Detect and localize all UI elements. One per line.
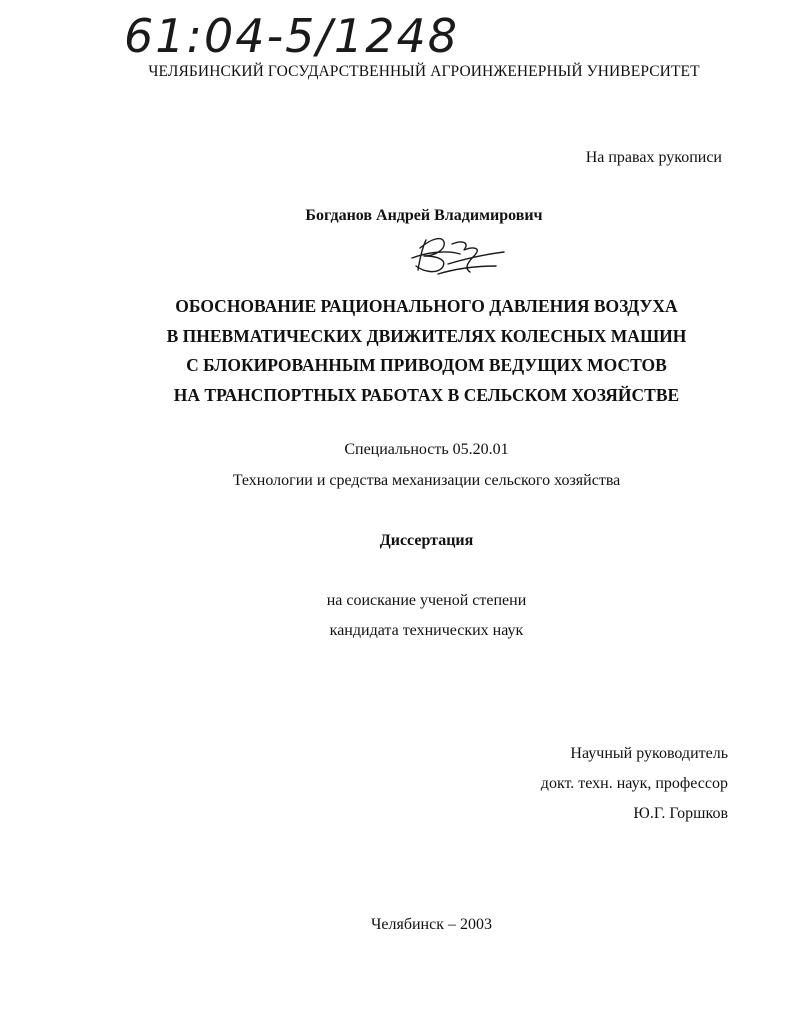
title-line-3: С БЛОКИРОВАННЫМ ПРИВОДОМ ВЕДУЩИХ МОСТОВ: [186, 355, 667, 375]
supervisor-block: [541, 739, 728, 829]
title-line-1: ОБОСНОВАНИЕ РАЦИОНАЛЬНОГО ДАВЛЕНИЯ ВОЗДУХА: [175, 296, 678, 316]
specialty-code: Специальность 05.20.01: [344, 441, 509, 458]
degree-line-2: кандидата технических наук: [329, 622, 524, 639]
supervisor-role: Научный руководитель: [570, 745, 728, 762]
degree-line-1: на соискание ученой степени: [326, 592, 527, 609]
specialty-name: Технологии и средства механизации сельского хозяйства: [232, 472, 621, 489]
place-and-year: Челябинск – 2003: [371, 916, 492, 933]
catalog-code: 61:04-5/1248: [124, 9, 459, 63]
manuscript-rights-label: На правах рукописи: [585, 149, 722, 166]
author-name: Богданов Андрей Владимирович: [305, 207, 543, 224]
document-type: Диссертация: [379, 532, 474, 549]
catalog-code-handwritten: [120, 2, 460, 64]
handwritten-signature-icon: [408, 228, 508, 278]
university-name: ЧЕЛЯБИНСКИЙ ГОСУДАРСТВЕННЫЙ АГРОИНЖЕНЕРНЫЙ УНИВЕРСИТЕТ: [148, 63, 700, 80]
title-line-4: НА ТРАНСПОРТНЫХ РАБОТАХ В СЕЛЬСКОМ ХОЗЯЙСТВЕ: [173, 384, 680, 405]
supervisor-name: Ю.Г. Горшков: [633, 805, 728, 822]
dissertation-title: [0, 292, 795, 410]
title-line-2: В ПНЕВМАТИЧЕСКИХ ДВИЖИТЕЛЯХ КОЛЕСНЫХ МАШИН: [166, 325, 687, 346]
supervisor-credentials: докт. техн. наук, профессор: [540, 775, 728, 792]
